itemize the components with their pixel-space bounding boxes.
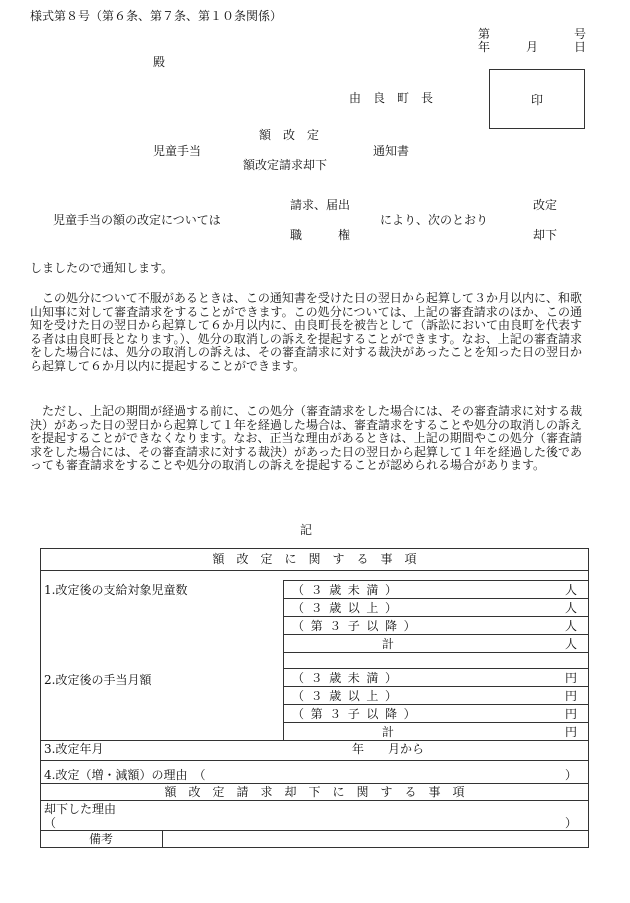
table-line	[283, 652, 589, 653]
table-line	[283, 686, 589, 687]
children-third-unit: 人	[565, 619, 578, 633]
date-label: 年 月 日	[478, 40, 587, 54]
table-line	[283, 616, 589, 617]
table-line	[40, 783, 589, 784]
amount-over3-label: （３歳以上）	[292, 689, 404, 703]
table-line	[283, 704, 589, 705]
table-line	[283, 598, 589, 599]
addressee-suffix: 殿	[153, 55, 166, 69]
children-over3-label: （３歳以上）	[292, 601, 404, 615]
amount-third-unit: 円	[565, 707, 578, 721]
children-under3-label: （３歳未満）	[292, 583, 404, 597]
reject-reason-close: ）	[565, 816, 578, 830]
amount-total-label: 計	[382, 725, 395, 739]
children-total-label: 計	[382, 637, 395, 651]
row2-label: 2.改定後の手当月額	[44, 673, 152, 687]
reason-option-ex-officio: 職 権	[290, 228, 351, 242]
appeal-paragraph-2: ただし、上記の期間が経過する前に、この処分（審査請求をした場合には、その審査請求に対する裁決）があった日の翌日から起算して１年を経過した場合は、審査請求をすることや処分の取消しの訴えを提起することができなくなります。なお、正当な理由があるときは、上記の期間やこの処分（審査請求をした場合には、その審査請求に対する裁決）があった日の翌日から起算して１年を経過した後であっても審査請求をすることや処分の取消しの訴えを提起することが認められる場合があります。	[30, 404, 583, 473]
result-option-rejection: 却下	[533, 228, 558, 242]
intro-lead: 児童手当の額の改定については	[53, 213, 221, 227]
amount-over3-unit: 円	[565, 689, 578, 703]
title-suffix: 通知書	[373, 144, 410, 158]
form-id: 様式第８号（第６条、第７条、第１０条関係）	[30, 9, 283, 23]
table-line	[40, 760, 589, 761]
reject-reason-open: （	[44, 816, 57, 830]
reject-reason-label: 却下した理由	[44, 802, 117, 816]
amount-under3-unit: 円	[565, 671, 578, 685]
title-prefix: 児童手当	[153, 144, 202, 158]
row3-label: 3.改定年月	[44, 742, 104, 756]
table-line	[40, 740, 589, 741]
table-line	[162, 830, 163, 848]
intro-middle: により、次のとおり	[380, 213, 489, 227]
intro-closing: しましたので通知します。	[30, 261, 174, 275]
row4-label: 4.改定（増・減額）の理由 （	[44, 768, 206, 782]
row1-label: 1.改定後の支給対象児童数	[44, 583, 188, 597]
amount-total-unit: 円	[565, 725, 578, 739]
table-line	[283, 580, 284, 740]
reason-option-request: 請求、届出	[290, 198, 351, 212]
children-total-unit: 人	[565, 637, 578, 651]
row3-value: 年 月から	[352, 742, 425, 756]
title-option-request-rejection: 額改定請求却下	[243, 158, 328, 172]
appeal-paragraph-1: この処分について不服があるときは、この通知書を受けた日の翌日から起算して３か月以内に、和歌山知事に対して審査請求をすることができます。この処分については、上記の審査請求のほか、この通知を受けた日の翌日から起算して６か月以内に、由良町長を被告として（訴訟において由良町を代表する者は由良町長となります。）、処分の取消しの訴えを提起することができます。なお、上記の審査請求をした場合には、処分の取消しの訴えは、その審査請求に対する裁決があったことを知った日の翌日から起算して６か月以内に提起することができます。	[30, 291, 583, 373]
children-over3-unit: 人	[565, 601, 578, 615]
amount-third-label: （第３子以降）	[292, 707, 423, 721]
seal-box	[489, 69, 585, 129]
remarks-label: 備考	[88, 832, 113, 846]
children-under3-unit: 人	[565, 583, 578, 597]
title-option-amount-revision: 額 改 定	[259, 128, 320, 142]
section2-header: 額 改 定 請 求 却 下 に 関 す る 事 項	[164, 785, 465, 799]
table-line	[283, 634, 589, 635]
section1-header: 額 改 定 に 関 す る 事 項	[212, 552, 417, 566]
amount-under3-label: （３歳未満）	[292, 671, 404, 685]
table-line	[283, 668, 589, 669]
seal-label: 印	[530, 93, 543, 107]
table-line	[40, 570, 589, 571]
table-line	[40, 800, 589, 801]
table-line	[40, 830, 589, 831]
sender-name: 由 良 町 長	[349, 91, 434, 105]
table-line	[283, 580, 589, 581]
row4-close: ）	[565, 768, 578, 782]
children-third-label: （第３子以降）	[292, 619, 423, 633]
table-line	[283, 722, 589, 723]
ki-heading: 記	[300, 523, 313, 537]
result-option-revision: 改定	[533, 198, 558, 212]
document-number-label: 第 号	[478, 27, 587, 41]
